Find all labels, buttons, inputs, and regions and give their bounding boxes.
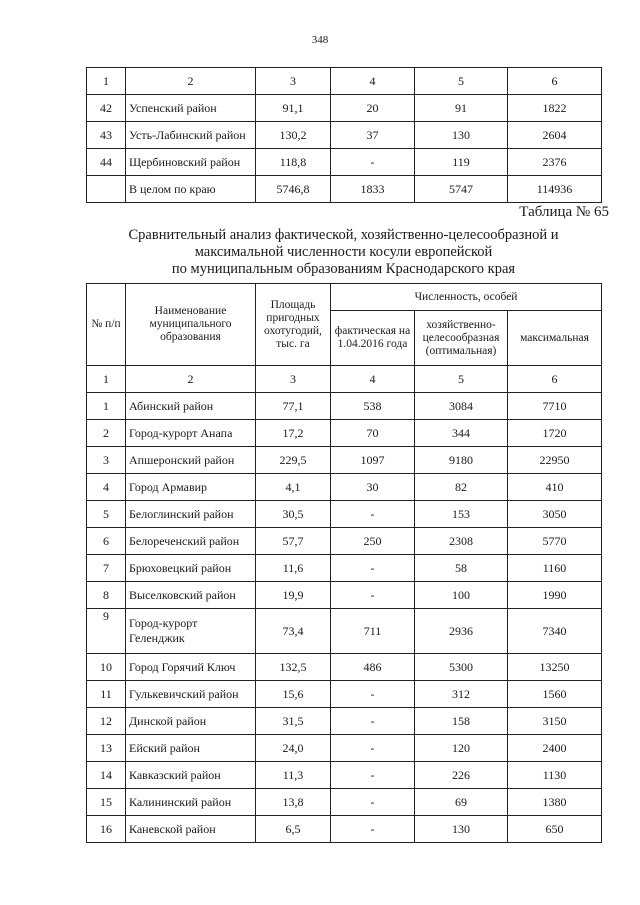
cell-optimal: 100 — [415, 582, 508, 609]
cell-optimal: 153 — [415, 501, 508, 528]
cell-max: 1990 — [508, 582, 602, 609]
cell-num: 9 — [87, 609, 126, 654]
cell-area: 24,0 — [256, 735, 331, 762]
cell-num: 42 — [87, 95, 126, 122]
cell-optimal: 226 — [415, 762, 508, 789]
cell-name: Апшеронский район — [126, 447, 256, 474]
cell-max: 1822 — [508, 95, 602, 122]
cell-name: Город-курорт Анапа — [126, 420, 256, 447]
cell-name: Ейский район — [126, 735, 256, 762]
header-area: Площадь пригодных охотугодий, тыс. га — [256, 284, 331, 366]
cell-name: Щербиновский район — [126, 149, 256, 176]
header-row — [87, 284, 602, 311]
header-cell: 3 — [256, 68, 331, 95]
table-row — [87, 609, 602, 654]
cell-actual: - — [331, 149, 415, 176]
table-row — [87, 95, 602, 122]
header-cell: 1 — [87, 68, 126, 95]
header-cell: 4 — [331, 366, 415, 393]
table-continuation — [86, 67, 602, 203]
cell-area: 132,5 — [256, 654, 331, 681]
table-row — [87, 474, 602, 501]
cell-area: 4,1 — [256, 474, 331, 501]
cell-name: Город-курорт Геленджик — [126, 609, 256, 654]
cell-optimal: 82 — [415, 474, 508, 501]
table-row — [87, 654, 602, 681]
cell-name: Усть-Лабинский район — [126, 122, 256, 149]
table-row — [87, 789, 602, 816]
table-row — [87, 528, 602, 555]
table-row — [87, 420, 602, 447]
cell-name: Калининский район — [126, 789, 256, 816]
cell-name: Гулькевичский район — [126, 681, 256, 708]
cell-num: 11 — [87, 681, 126, 708]
cell-area: 91,1 — [256, 95, 331, 122]
cell-area: 118,8 — [256, 149, 331, 176]
cell-optimal: 5300 — [415, 654, 508, 681]
cell-optimal: 91 — [415, 95, 508, 122]
cell-max: 13250 — [508, 654, 602, 681]
cell-max: 7710 — [508, 393, 602, 420]
header-cell: 5 — [415, 366, 508, 393]
cell-max: 410 — [508, 474, 602, 501]
cell-area: 73,4 — [256, 609, 331, 654]
cell-num: 15 — [87, 789, 126, 816]
table-title-line: Сравнительный анализ фактической, хозяйственно-целесообразной и — [128, 227, 559, 243]
cell-optimal: 3084 — [415, 393, 508, 420]
table-title-line: максимальной численности косули европейской — [194, 244, 493, 260]
cell-optimal: 2308 — [415, 528, 508, 555]
cell-area: 15,6 — [256, 681, 331, 708]
header-cell: 4 — [331, 68, 415, 95]
cell-area: 31,5 — [256, 708, 331, 735]
cell-max: 5770 — [508, 528, 602, 555]
cell-actual: 486 — [331, 654, 415, 681]
cell-area: 13,8 — [256, 789, 331, 816]
header-cell: 1 — [87, 366, 126, 393]
cell-actual: - — [331, 501, 415, 528]
cell-max: 2376 — [508, 149, 602, 176]
header-max: максимальная — [508, 311, 602, 366]
table-main-body — [87, 393, 602, 843]
cell-optimal: 158 — [415, 708, 508, 735]
cell-optimal: 5747 — [415, 176, 508, 203]
table-row — [87, 708, 602, 735]
cell-max: 1720 — [508, 420, 602, 447]
cell-actual: 1833 — [331, 176, 415, 203]
cell-num: 1 — [87, 393, 126, 420]
cell-num: 10 — [87, 654, 126, 681]
column-number-row — [87, 68, 602, 95]
cell-area: 5746,8 — [256, 176, 331, 203]
cell-actual: - — [331, 789, 415, 816]
cell-actual: 1097 — [331, 447, 415, 474]
cell-max: 650 — [508, 816, 602, 843]
cell-max: 3050 — [508, 501, 602, 528]
cell-area: 11,6 — [256, 555, 331, 582]
header-population-group: Численность, особей — [331, 284, 602, 311]
cell-name: Успенский район — [126, 95, 256, 122]
cell-max: 1160 — [508, 555, 602, 582]
cell-num: 16 — [87, 816, 126, 843]
table-title — [86, 227, 601, 278]
table-row — [87, 681, 602, 708]
cell-area: 130,2 — [256, 122, 331, 149]
cell-name: Каневской район — [126, 816, 256, 843]
cell-name: Город Горячий Ключ — [126, 654, 256, 681]
cell-actual: 30 — [331, 474, 415, 501]
cell-actual: 20 — [331, 95, 415, 122]
cell-max: 2400 — [508, 735, 602, 762]
cell-optimal: 2936 — [415, 609, 508, 654]
cell-optimal: 130 — [415, 816, 508, 843]
cell-max: 1380 — [508, 789, 602, 816]
cell-name: Динской район — [126, 708, 256, 735]
header-cell: 3 — [256, 366, 331, 393]
cell-num: 6 — [87, 528, 126, 555]
cell-area: 57,7 — [256, 528, 331, 555]
cell-area: 30,5 — [256, 501, 331, 528]
cell-area: 19,9 — [256, 582, 331, 609]
cell-num: 8 — [87, 582, 126, 609]
cell-max: 1130 — [508, 762, 602, 789]
cell-area: 17,2 — [256, 420, 331, 447]
cell-name: Белоглинский район — [126, 501, 256, 528]
cell-name: Выселковский район — [126, 582, 256, 609]
cell-num: 7 — [87, 555, 126, 582]
header-num: № п/п — [87, 284, 126, 366]
table-caption: Таблица № 65 — [519, 204, 609, 220]
cell-optimal: 130 — [415, 122, 508, 149]
cell-name: Брюховецкий район — [126, 555, 256, 582]
cell-name: В целом по краю — [126, 176, 256, 203]
cell-num: 3 — [87, 447, 126, 474]
cell-name: Кавказский район — [126, 762, 256, 789]
table-main — [86, 283, 602, 843]
cell-optimal: 69 — [415, 789, 508, 816]
cell-actual: - — [331, 816, 415, 843]
cell-num — [87, 176, 126, 203]
total-row — [87, 176, 602, 203]
cell-num: 13 — [87, 735, 126, 762]
cell-max: 22950 — [508, 447, 602, 474]
cell-actual: - — [331, 708, 415, 735]
cell-actual: 711 — [331, 609, 415, 654]
cell-area: 6,5 — [256, 816, 331, 843]
cell-num: 44 — [87, 149, 126, 176]
cell-actual: - — [331, 681, 415, 708]
header-optimal: хозяйственно-целесообразная (оптимальная) — [415, 311, 508, 366]
cell-actual: - — [331, 582, 415, 609]
cell-num: 2 — [87, 420, 126, 447]
cell-actual: 250 — [331, 528, 415, 555]
header-name: Наименование муниципального образования — [126, 284, 256, 366]
header-cell: 5 — [415, 68, 508, 95]
table-row — [87, 762, 602, 789]
page-number: 348 — [311, 34, 329, 46]
table-row — [87, 816, 602, 843]
cell-max: 1560 — [508, 681, 602, 708]
cell-optimal: 9180 — [415, 447, 508, 474]
cell-max: 2604 — [508, 122, 602, 149]
column-number-row — [87, 366, 602, 393]
cell-actual: - — [331, 735, 415, 762]
header-cell: 2 — [126, 366, 256, 393]
cell-num: 14 — [87, 762, 126, 789]
cell-max: 7340 — [508, 609, 602, 654]
cell-name: Белореченский район — [126, 528, 256, 555]
cell-num: 43 — [87, 122, 126, 149]
cell-num: 12 — [87, 708, 126, 735]
table-row — [87, 149, 602, 176]
header-cell: 6 — [508, 68, 602, 95]
cell-num: 4 — [87, 474, 126, 501]
cell-max: 114936 — [508, 176, 602, 203]
cell-actual: 538 — [331, 393, 415, 420]
cell-actual: 70 — [331, 420, 415, 447]
cell-max: 3150 — [508, 708, 602, 735]
header-cell: 6 — [508, 366, 602, 393]
table-row — [87, 582, 602, 609]
cell-area: 77,1 — [256, 393, 331, 420]
table-row — [87, 735, 602, 762]
cell-actual: - — [331, 555, 415, 582]
cell-optimal: 119 — [415, 149, 508, 176]
cell-num: 5 — [87, 501, 126, 528]
cell-actual: - — [331, 762, 415, 789]
cell-name: Город Армавир — [126, 474, 256, 501]
table-row — [87, 447, 602, 474]
table-row — [87, 555, 602, 582]
cell-actual: 37 — [331, 122, 415, 149]
cell-area: 229,5 — [256, 447, 331, 474]
cell-name: Абинский район — [126, 393, 256, 420]
cell-optimal: 120 — [415, 735, 508, 762]
table-row — [87, 122, 602, 149]
cell-optimal: 58 — [415, 555, 508, 582]
table-row — [87, 393, 602, 420]
table-title-line: по муниципальным образованиям Краснодарского края — [171, 261, 516, 277]
table-row — [87, 501, 602, 528]
cell-optimal: 344 — [415, 420, 508, 447]
header-cell: 2 — [126, 68, 256, 95]
cell-area: 11,3 — [256, 762, 331, 789]
header-actual: фактическая на 1.04.2016 года — [331, 311, 415, 366]
cell-optimal: 312 — [415, 681, 508, 708]
